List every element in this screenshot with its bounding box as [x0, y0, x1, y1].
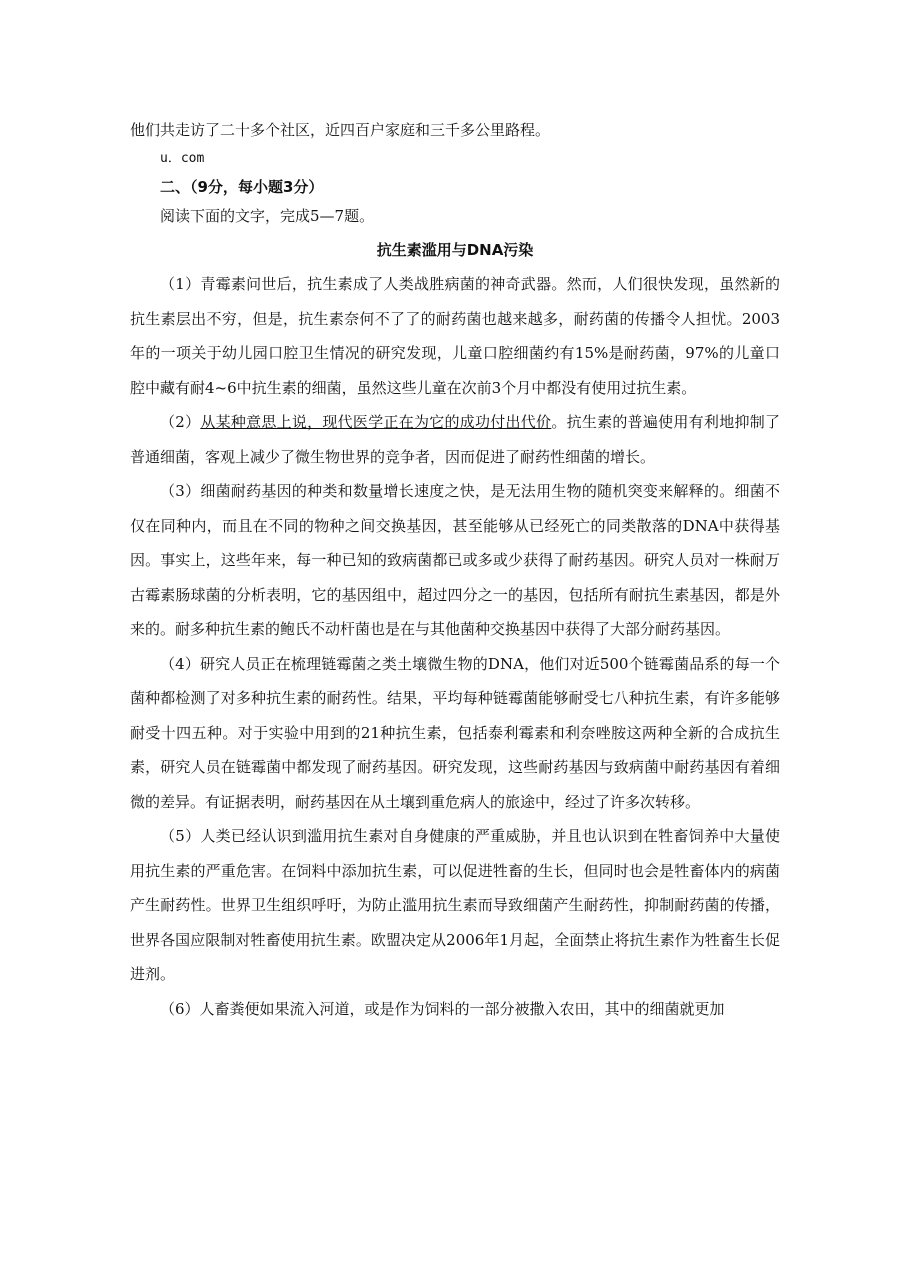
paragraph-text: 青霉素问世后，抗生素成了人类战胜病菌的神奇武器。然而，人们很快发现，虽然新的抗生素层出不穷，但是，抗生素奈何不了了的耐药菌也越来越多，耐药菌的传播令人担忧。2003年的一项关于幼儿园口腔卫生情况的研究发现，儿童口腔细菌约有15%是耐药菌，97%的儿童口腔中藏有耐4~6中抗生素的细菌，虽然这些儿童在次前3个月中都没有使用过抗生素。 [130, 275, 780, 397]
article-title: 抗生素滥用与DNA污染 [376, 241, 534, 259]
paragraph-text: 细菌耐药基因的种类和数量增长速度之快，是无法用生物的随机突变来解释的。细菌不仅在同种内，而且在不同的物种之间交换基因，甚至能够从已经死亡的同类散落的DNA中获得基因。事实上，这些年来，每一种已知的致病菌都已或多或少获得了耐药基因。研究人员对一株耐万古霉素肠球菌的分析表明，它的基因组中，超过四分之一的基因，包括所有耐抗生素基因，都是外来的。耐多种抗生素的鲍氏不动杆菌也是在与其他菌种交换基因中获得了大部分耐药基因。 [130, 482, 780, 638]
reading-instruction: 阅读下面的文字，完成5—7题。 [160, 207, 375, 225]
document-page [130, 116, 780, 1026]
paragraph-1 [130, 267, 780, 405]
paragraph-number: （1） [160, 275, 201, 293]
paragraph-2 [130, 405, 780, 474]
section-heading: 二、（9分，每小题3分） [160, 178, 324, 196]
paragraph-number: （6） [160, 999, 200, 1018]
paragraph-text: 人畜粪便如果流入河道，或是作为饲料的一部分被撒入农田，其中的细菌就更加 [199, 999, 725, 1018]
paragraph-5 [130, 819, 780, 992]
paragraph-number: （4） [160, 654, 201, 673]
paragraph-number: （2） [160, 413, 201, 431]
text-fragment: u．com [160, 151, 205, 166]
underlined-sentence: 从某种意思上说，现代医学正在为它的成功付出代价 [200, 413, 552, 431]
paragraph-number: （3） [160, 482, 201, 500]
paragraph-text: 。抗生素的普遍使用有利地抑制了普通细菌，客观上减少了微生物世界的竞争者，因而促进了耐药性细菌的增长。 [130, 413, 780, 466]
paragraph-text: 人类已经认识到滥用抗生素对自身健康的严重威胁，并且也认识到在牲畜饲养中大量使用抗生素的严重危害。在饲料中添加抗生素，可以促进牲畜的生长，但同时也会是牲畜体内的病菌产生耐药性。世界卫生组织呼吁，为防止滥用抗生素而导致细菌产生耐药性，抑制耐药菌的传播，世界各国应限制对牲畜使用抗生素。欧盟决定从2006年1月起，全面禁止将抗生素作为牲畜生长促进剂。 [130, 827, 780, 983]
paragraph-3 [130, 474, 780, 647]
paragraph-4 [130, 647, 780, 820]
paragraph-text: 研究人员正在梳理链霉菌之类土壤微生物的DNA，他们对近500个链霉菌品系的每一个菌种都检测了对多种抗生素的耐药性。结果，平均每种链霉菌能够耐受七八种抗生素，有许多能够耐受十四五种。对于实验中用到的21种抗生素，包括泰利霉素和利奈唑胺这两种全新的合成抗生素，研究人员在链霉菌中都发现了耐药基因。研究发现，这些耐药基因与致病菌中耐药基因有着细微的差异。有证据表明，耐药基因在从土壤到重危病人的旅途中，经过了许多次转移。 [130, 654, 781, 811]
paragraph-number: （5） [160, 827, 201, 845]
paragraph-6 [130, 992, 780, 1027]
intro-line: 他们共走访了二十多个社区，近四百户家庭和三千多公里路程。 [130, 121, 551, 139]
